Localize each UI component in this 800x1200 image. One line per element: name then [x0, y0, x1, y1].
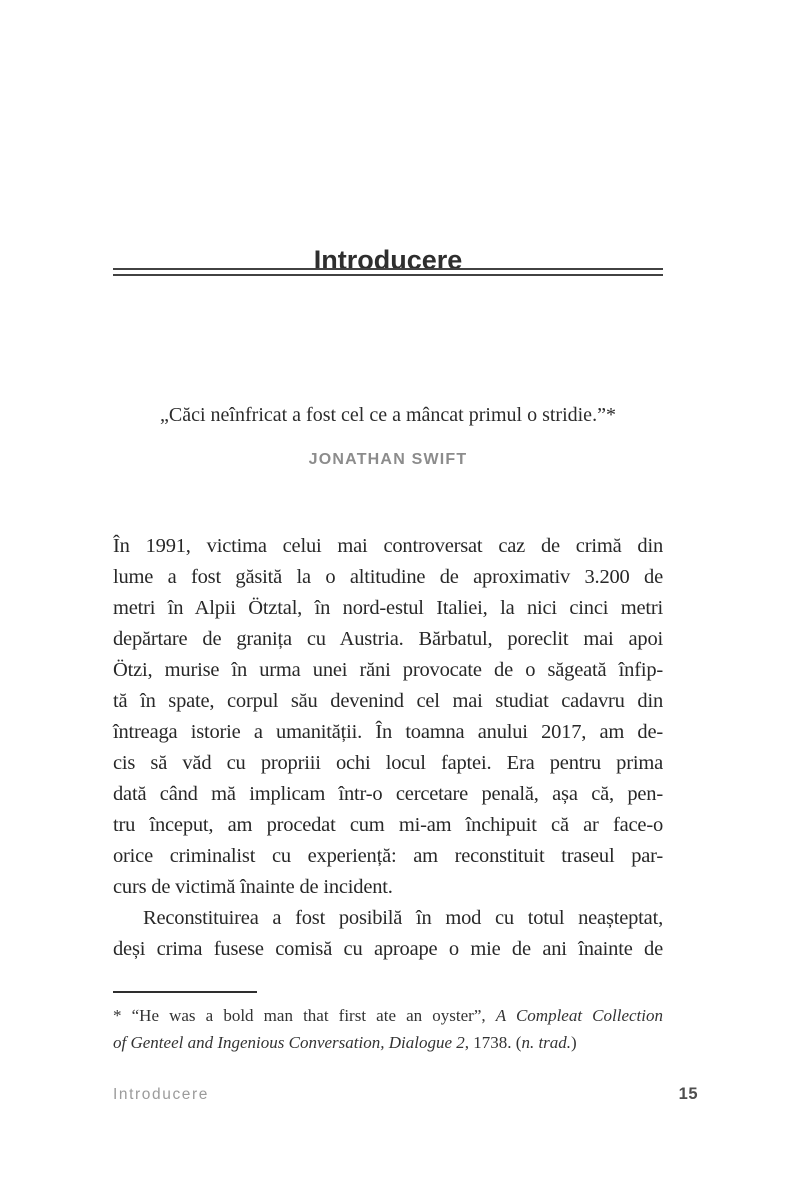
body-line: Reconstituirea a fost posibilă în mod cu totul neașteptat, — [143, 907, 663, 929]
epigraph-author: JONATHAN SWIFT — [308, 451, 468, 468]
footnote-separator-rule — [113, 991, 257, 993]
title-double-rule — [113, 268, 663, 276]
body-line: deși crima fusese comisă cu aproape o mie de ani înainte de — [113, 938, 663, 960]
body-line: orice criminalist cu experiență: am reconstituit traseul par- — [113, 845, 663, 867]
body-line: dată când mă implicam într-o cercetare penală, așa că, pen- — [113, 783, 663, 805]
body-line: cis să văd cu propriii ochi locul faptei. Era pentru prima — [113, 752, 663, 774]
body-line: metri în Alpii Ötztal, în nord-estul Italiei, la nici cinci metri — [113, 597, 663, 619]
epigraph-quote: „Căci neînfricat a fost cel ce a mâncat primul o stridie.”* — [160, 404, 616, 426]
body-line: curs de victimă înainte de incident. — [113, 876, 393, 898]
body-paragraph — [113, 531, 663, 903]
body-paragraph — [113, 903, 663, 965]
footnote-text-segment: ) — [571, 1033, 577, 1052]
page-footer — [113, 1085, 698, 1104]
footnote-text-segment: , 1738. ( — [464, 1033, 522, 1052]
body-line: depărtare de granița cu Austria. Bărbatul, poreclit mai apoi — [113, 628, 663, 650]
body-line: lume a fost găsită la o altitudine de aproximativ 3.200 de — [113, 566, 663, 588]
footnote-italic-segment: A Compleat Collection — [495, 1006, 663, 1025]
footnote-line — [113, 1029, 663, 1056]
chapter-title: Introducere — [313, 245, 463, 276]
body-line: întreaga istorie a umanității. În toamna anului 2017, am de- — [113, 721, 663, 743]
footnote-line — [113, 1002, 663, 1029]
footnote-italic-segment: n. trad. — [521, 1033, 572, 1052]
body-line: tă în spate, corpul său devenind cel mai studiat cadavru din — [113, 690, 663, 712]
body-line: Ötzi, murise în urma unei răni provocate de o săgeată înfip- — [113, 659, 663, 681]
footnote — [113, 1002, 663, 1056]
page-number: 15 — [678, 1085, 698, 1103]
body-line: În 1991, victima celui mai controversat caz de crimă din — [113, 535, 663, 557]
running-header-section: Introducere — [113, 1086, 210, 1103]
footnote-italic-segment: of Genteel and Ingenious Conversation, Dialogue 2 — [113, 1033, 465, 1052]
body-line: tru început, am procedat cum mi-am închipuit că ar face-o — [113, 814, 663, 836]
footnote-text-segment: * “He was a bold man that first ate an oyster”, — [113, 1006, 496, 1025]
body-text — [113, 531, 663, 965]
